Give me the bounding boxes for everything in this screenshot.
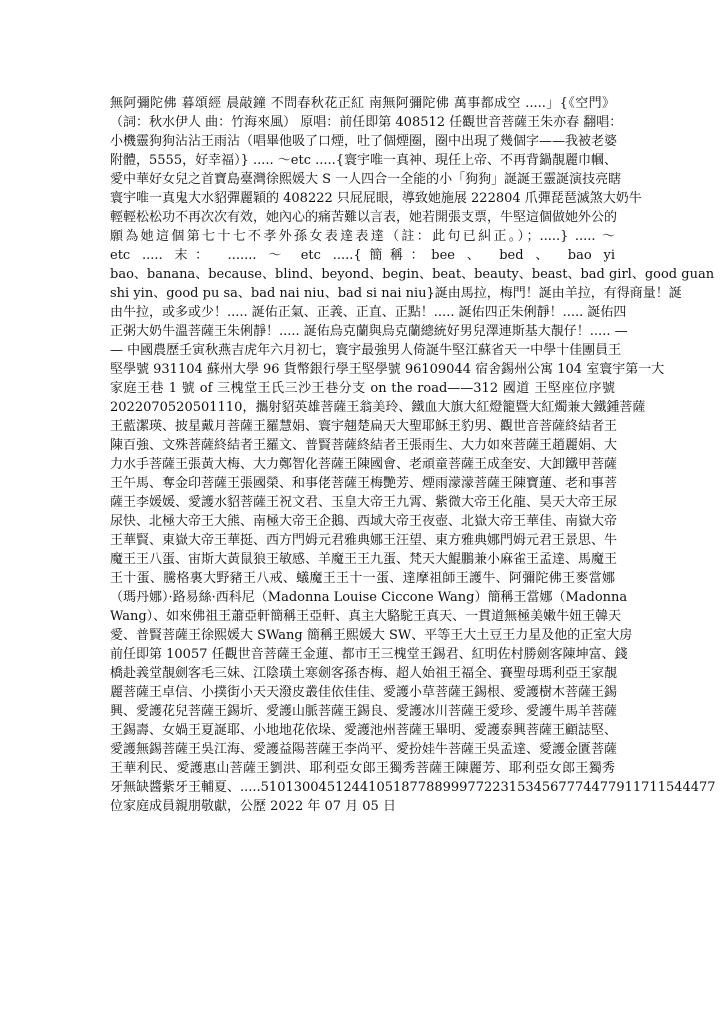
- text-line: 愛護無錫菩薩王吳江海、愛護益陽菩薩王李尚平、愛扮娃牛菩薩王吳孟達、愛護金匱菩薩: [110, 742, 618, 757]
- text-line: 薩王李媛媛、愛護水貂菩薩王祝文君、玉皇大帝王九霄、紫微大帝王化龍、昊天大帝王尿: [110, 495, 618, 510]
- text-line: 力水手菩薩王張黃大梅、大力鄭智化菩薩王陳國會、老頑童菩薩王成奎安、大卸鐵甲菩薩: [110, 457, 618, 472]
- text-line: 愛、普賢菩薩王徐熙媛大 SWang 簡稱王熙媛大 SW、平等王大土豆王力星及他的正室大房: [110, 628, 633, 643]
- text-line: 橋赴義堂靚劍客毛三妹、江陰璜土寒劍客孫杏梅、超人始祖王福全、賽聖母瑪利亞王家靚: [110, 666, 618, 681]
- text-line: 愛中華好女兒之首寶島臺灣徐熙媛大 S 一人四合一全能的小「狗狗」誕誕王靈誕演技亮瞎: [110, 172, 622, 187]
- text-line: 附體，5555，好幸福）} ..... ～etc .....{寰宇唯一真神、現任上帝、不再背鍋靚麗巾幗、: [110, 153, 618, 168]
- text-line: 王錫壽、女媧王夏誕耶、小地地花依垛、愛護池州菩薩王畢明、愛護泰興菩薩王顧誌堅、: [110, 723, 618, 738]
- text-line: 小機靈狗狗沾沾王雨沾（唱畢他吸了口煙，吐了個煙圈，圈中出現了幾個字——我被老婆: [110, 134, 618, 149]
- text-line: 麗菩薩王卓信、小撲街小天天潑皮叢佳依佳佳、愛護小草菩薩王錫根、愛護樹木菩薩王錫: [110, 685, 618, 700]
- closing-line: 位家庭成員親朋敬獻，公歷 2022 年 07 月 05 日: [110, 799, 396, 814]
- text-line: 牙無缺醬紫牙王輔夏、.....5101300451244105187788999772231534567774477911711544477: [110, 780, 716, 795]
- text-line: 由牛拉，或多或少！..... 誕佑正氣、正義、正直、正點！..... 誕佑四正朱俐靜！..... 誕佑四: [110, 305, 627, 320]
- text-line: 王華利民、愛護惠山菩薩王劉洪、耶利亞女郎王獨秀菩薩王陳麗芳、耶利亞女郎王獨秀: [110, 761, 615, 776]
- text-line: 無阿彌陀佛 暮頌經 晨敲鐘 不問春秋花正紅 南無阿彌陀佛 萬事都成空 .....」{《空門》: [110, 96, 615, 111]
- text-line: shi yin、good pu sa、bad nai niu、bad si nai niu}誕由馬拉，梅門！誕由羊拉，有得商量！誕: [110, 286, 682, 301]
- text-line: 寰宇唯一真鬼大水貂彈麗穎的 408222 只屁屁眼，導致她施展 222804 爪彈琵琶滅煞大奶牛: [110, 191, 642, 206]
- text-line: 尿快、北極大帝王大熊、南極大帝王企鵝、西域大帝王夜壺、北嶽大帝王華佳、南嶽大帝: [110, 514, 618, 529]
- text-line: 王十蛋、騰格裏大野豬王八戒、蟻魔王王十一蛋、達摩祖師王護牛、阿彌陀佛王麥當娜: [110, 571, 615, 586]
- text-line: Wang）、如來佛祖王蕭亞軒簡稱王亞軒、真主大駱駝王真天、一貫道無極美嫩牛妞王韓天: [110, 609, 622, 624]
- body-text: [110, 94, 716, 816]
- text-line: etc ..... 末： ....... ～ etc .....{簡稱：bee 、 bed 、 bao yi: [110, 248, 615, 263]
- text-line: — 中國農歷壬寅秋燕吉虎年六月初七，寰宇最強男人倚誕牛堅江蘇省天一中學十佳團員王: [110, 343, 622, 358]
- text-line: 陳百強、文殊菩薩終結者王羅文、普賢菩薩終結者王張雨生、大力如來菩薩王趙麗娟、大: [110, 438, 618, 453]
- text-line: 王藍潔瑛、披星戴月菩薩王羅慧娟、寰宇翹楚扁天大聖耶穌王豹男、觀世音菩薩終結者王: [110, 419, 618, 434]
- text-line: 2022070520501110，攜射貂英雄菩薩王翁美玲、鐵血大旗大紅燈籠暨大紅燭兼大鐵鍾菩薩: [110, 400, 646, 415]
- text-line: 魔王王八蛋、宙斯大黃鼠狼王敏感、羊魔王王九蛋、梵天大鯤鵬兼小麻雀王孟達、馬魔王: [110, 552, 618, 567]
- text-line: （詞：秋水伊人 曲：竹海來風） 原唱：前任即第 408512 任觀世音菩薩王朱亦春 翻唱：: [110, 115, 623, 130]
- text-line: 王午馬、奪金印菩薩王張國榮、和事佬菩薩王梅艷芳、煙雨濛濛菩薩王陳寶蓮、老和事菩: [110, 476, 618, 491]
- text-line: 興、愛護花兒菩薩王錫圻、愛護山脈菩薩王錫良、愛護冰川菩薩王愛珍、愛護牛馬羊菩薩: [110, 704, 618, 719]
- text-line: （瑪丹娜）·路易絲·西科尼（Madonna Louise Ciccone Wang）簡稱王當娜（Madonna: [110, 590, 628, 605]
- text-line: 堅學號 931104 蘇州大學 96 貨幣銀行學王堅學號 96109044 宿舍錫州公寓 104 室寰宇第一大: [110, 362, 665, 377]
- text-line: 願為她這個第七十七不孝外孫女表達表達（註：此句已糾正。）；.....} ..... ～: [110, 229, 615, 244]
- text-line: 家庭王巷 1 號 of 三槐堂王氏三沙王巷分支 on the road——312 國道 王堅座位序號: [110, 381, 615, 396]
- text-line: bao、banana、because、blind、beyond、begin、beat、beauty、beast、bad girl、good guan: [110, 267, 715, 282]
- text-line: 正粥大奶牛溫菩薩王朱俐靜！..... 誕佑烏克蘭與烏克蘭總統好男兒澤連斯基大靚仔！..... —: [110, 324, 628, 339]
- text-line: 輕輕松松功不再次次有效，她內心的痛苦難以言表，她若開張支票，牛堅這個做她外公的: [110, 210, 618, 225]
- text-line: 王華賢、東嶽大帝王華挺、西方門姆元君雅典娜王汪望、東方雅典娜門姆元君王景思、牛: [110, 533, 618, 548]
- text-line: 前任即第 10057 任觀世音菩薩王金蓮、都市王三槐堂王錫君、紅明佐村勝劍客陳坤富、錢: [110, 647, 628, 662]
